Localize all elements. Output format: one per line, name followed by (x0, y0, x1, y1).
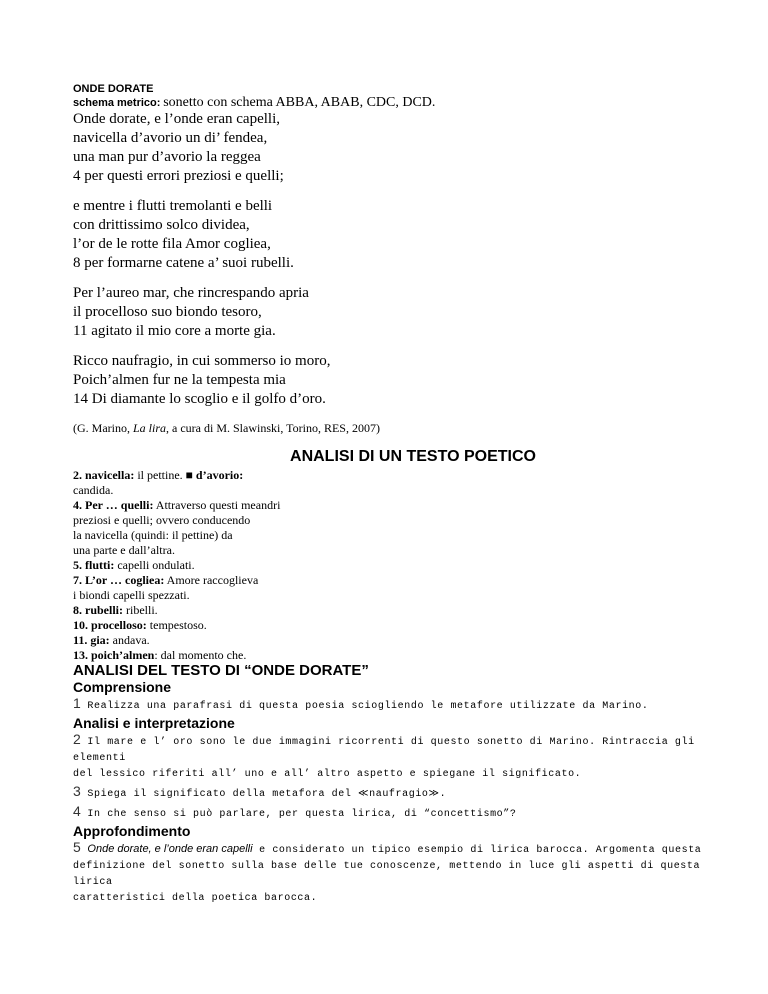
verse: il procelloso suo biondo tesoro, (73, 304, 262, 320)
verse: Poich’almen fur ne la tempesta mia (73, 372, 286, 388)
citation-title: La lira (133, 421, 167, 435)
note-line: 10. procelloso: tempestoso. (73, 618, 207, 632)
note-line: 8. rubelli: ribelli. (73, 603, 158, 617)
verse: con drittissimo solco dividea, (73, 217, 250, 233)
verse: 4 per questi errori preziosi e quelli; (73, 168, 284, 184)
verse: l’or de le rotte fila Amor cogliea, (73, 236, 271, 252)
note-line: 5. flutti: capelli ondulati. (73, 558, 195, 572)
glossary-notes (73, 468, 303, 663)
verse: Per l’aureo mar, che rincrespando apria (73, 285, 309, 301)
verse: Onde dorate, e l’onde eran capelli, (73, 111, 280, 127)
verse: 8 per formarne catene a’ suoi rubelli. (73, 255, 294, 271)
question-4: 4 In che senso si può parlare, per questa lirica, di “concettismo”? (73, 803, 517, 820)
document-page (73, 82, 713, 907)
stanza-2 (73, 197, 713, 273)
note-line: la navicella (quindi: il pettine) da (73, 528, 233, 542)
note-line: preziosi e quelli; ovvero conducendo (73, 513, 251, 527)
citation-before: (G. Marino, (73, 421, 133, 435)
citation (73, 421, 713, 436)
exercise-heading: ANALISI DEL TESTO DI “ONDE DORATE” (73, 662, 369, 679)
question-1: 1 Realizza una parafrasi di questa poesia sciogliendo le metafore utilizzate da Marino. (73, 695, 649, 712)
analysis-heading: ANALISI DI UN TESTO POETICO (290, 448, 536, 465)
section-approfondimento: Approfondimento (73, 823, 191, 839)
stanza-4 (73, 352, 713, 409)
question-3: 3 Spiega il significato della metafora del ≪naufragio≫. (73, 783, 447, 800)
note-line: 7. L’or … cogliea: Amore raccoglieva (73, 573, 259, 587)
metric-scheme (73, 96, 713, 110)
stanza-1 (73, 110, 713, 186)
verse: Ricco naufragio, in cui sommerso io moro, (73, 353, 331, 369)
note-line: candida. (73, 483, 114, 497)
section-analisi: Analisi e interpretazione (73, 715, 235, 731)
metric-label: schema metrico: (73, 97, 161, 109)
stanza-3 (73, 284, 713, 341)
question-5: 5 Onde dorate, e l’onde eran capelli e considerato un tipico esempio di lirica barocca. Argomenta questa definizione del sonetto sulla base delle tue conoscenze, mettendo in luce gli aspetti di questa lirica caratteristici della poetica barocca. (73, 839, 702, 904)
verse: 14 Di diamante lo scoglio e il golfo d’oro. (73, 391, 326, 407)
citation-after: , a cura di M. Slawinski, Torino, RES, 2007) (166, 421, 380, 435)
metric-value: sonetto con schema ABBA, ABAB, CDC, DCD. (163, 95, 436, 110)
verse: una man pur d’avorio la reggea (73, 149, 261, 165)
note-line: 2. navicella: il pettine. ■ d’avorio: (73, 468, 244, 482)
question-2: 2 Il mare e l’ oro sono le due immagini ricorrenti di questo sonetto di Marino. Rintraccia gli elementi del lessico riferiti all’ uno e all’ altro aspetto e spiegane il significato. (73, 731, 695, 780)
section-comprensione: Comprensione (73, 679, 172, 695)
note-line: 11. gia: andava. (73, 633, 150, 647)
note-line: i biondi capelli spezzati. (73, 588, 190, 602)
verse: 11 agitato il mio core a morte gia. (73, 323, 276, 339)
verse: e mentre i flutti tremolanti e belli (73, 198, 273, 214)
note-line: 13. poich’almen: dal momento che. (73, 648, 247, 662)
note-line: una parte e dall’altra. (73, 543, 175, 557)
note-line: 4. Per … quelli: Attraverso questi meandri (73, 498, 281, 512)
verse: navicella d’avorio un di’ fendea, (73, 130, 268, 146)
poem-title: ONDE DORATE (73, 83, 154, 95)
